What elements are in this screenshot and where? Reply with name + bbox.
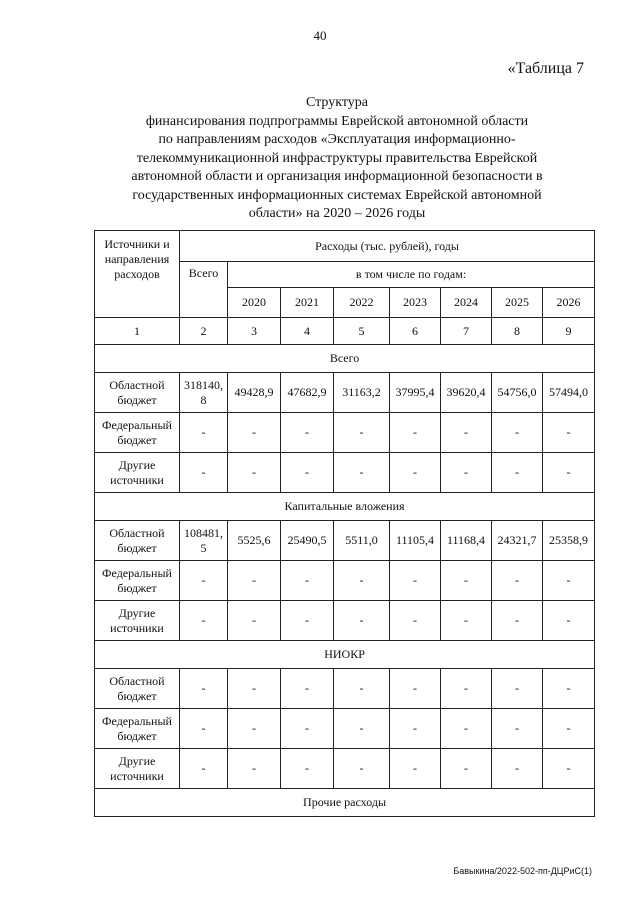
financing-table	[94, 230, 595, 817]
year-header: 2025	[492, 288, 543, 318]
column-number: 2	[180, 318, 228, 345]
title-line: области» на 2020 – 2026 годы	[248, 206, 426, 221]
total-cell: -	[180, 561, 228, 601]
source-cell: Федеральный бюджет	[95, 561, 180, 601]
value-cell: -	[492, 413, 543, 453]
value-cell: -	[543, 413, 595, 453]
value-cell: -	[334, 709, 390, 749]
value-cell: -	[492, 749, 543, 789]
value-cell: 57494,0	[543, 373, 595, 413]
value-cell: -	[334, 561, 390, 601]
table-row	[95, 373, 595, 413]
source-cell: Областной бюджет	[95, 373, 180, 413]
column-number: 4	[281, 318, 334, 345]
value-cell: -	[228, 453, 281, 493]
table-row	[95, 453, 595, 493]
column-number: 6	[390, 318, 441, 345]
section-title: Прочие расходы	[95, 789, 595, 817]
header-by-years: в том числе по годам:	[228, 262, 595, 288]
value-cell: -	[543, 561, 595, 601]
year-header: 2022	[334, 288, 390, 318]
table-row	[95, 709, 595, 749]
year-header: 2024	[441, 288, 492, 318]
total-cell: 108481,5	[180, 521, 228, 561]
value-cell: -	[228, 709, 281, 749]
value-cell: -	[228, 749, 281, 789]
section-row	[95, 789, 595, 817]
value-cell: -	[492, 709, 543, 749]
source-cell: Федеральный бюджет	[95, 709, 180, 749]
value-cell: 39620,4	[441, 373, 492, 413]
section-title: Капитальные вложения	[95, 493, 595, 521]
value-cell: -	[390, 561, 441, 601]
value-cell: -	[390, 669, 441, 709]
total-cell: -	[180, 709, 228, 749]
total-cell: -	[180, 669, 228, 709]
value-cell: -	[228, 601, 281, 641]
value-cell: -	[543, 749, 595, 789]
header-expenses: Расходы (тыс. рублей), годы	[180, 231, 595, 262]
value-cell: -	[492, 561, 543, 601]
value-cell: -	[334, 453, 390, 493]
table-row	[95, 669, 595, 709]
column-number: 7	[441, 318, 492, 345]
value-cell: 11105,4	[390, 521, 441, 561]
value-cell: -	[281, 709, 334, 749]
value-cell: 11168,4	[441, 521, 492, 561]
value-cell: 24321,7	[492, 521, 543, 561]
value-cell: -	[228, 413, 281, 453]
value-cell: -	[441, 669, 492, 709]
total-cell: -	[180, 413, 228, 453]
value-cell: 25358,9	[543, 521, 595, 561]
section-row	[95, 641, 595, 669]
value-cell: -	[441, 749, 492, 789]
source-cell: Другие источники	[95, 601, 180, 641]
table-row	[95, 561, 595, 601]
source-cell: Федеральный бюджет	[95, 413, 180, 453]
value-cell: -	[492, 669, 543, 709]
value-cell: -	[228, 561, 281, 601]
column-number: 8	[492, 318, 543, 345]
column-number: 1	[95, 318, 180, 345]
table-row	[95, 521, 595, 561]
source-cell: Областной бюджет	[95, 521, 180, 561]
title-line: финансирования подпрограммы Еврейской автономной области	[145, 113, 529, 129]
value-cell: -	[390, 709, 441, 749]
title-line: по направлениям расходов «Эксплуатация информационно-	[158, 132, 516, 147]
section-row	[95, 345, 595, 373]
value-cell: 5525,6	[228, 521, 281, 561]
title-line: телекоммуникационной инфраструктуры правительства Еврейской	[136, 150, 538, 166]
source-cell: Другие источники	[95, 749, 180, 789]
value-cell: -	[334, 669, 390, 709]
total-cell: -	[180, 749, 228, 789]
value-cell: -	[281, 413, 334, 453]
value-cell: -	[281, 749, 334, 789]
value-cell: 37995,4	[390, 373, 441, 413]
value-cell: 54756,0	[492, 373, 543, 413]
table-label: «Таблица 7	[507, 60, 584, 77]
value-cell: -	[492, 601, 543, 641]
value-cell: -	[441, 413, 492, 453]
column-number: 3	[228, 318, 281, 345]
value-cell: -	[334, 601, 390, 641]
value-cell: -	[281, 601, 334, 641]
table-row	[95, 413, 595, 453]
title-line: государственных информационных системах Еврейской автономной	[132, 187, 542, 203]
value-cell: -	[390, 749, 441, 789]
value-cell: -	[390, 453, 441, 493]
value-cell: -	[281, 561, 334, 601]
section-title: Всего	[95, 345, 595, 373]
column-number: 9	[543, 318, 595, 345]
source-cell: Другие источники	[95, 453, 180, 493]
header-sources: Источники и направления расходов	[95, 231, 180, 318]
total-cell: -	[180, 453, 228, 493]
value-cell: 5511,0	[334, 521, 390, 561]
table-row	[95, 601, 595, 641]
page-number: 40	[313, 28, 327, 43]
document-title	[92, 94, 582, 224]
value-cell: -	[492, 453, 543, 493]
value-cell: -	[543, 669, 595, 709]
source-cell: Областной бюджет	[95, 669, 180, 709]
value-cell: -	[281, 669, 334, 709]
value-cell: -	[334, 413, 390, 453]
title-line: автономной области и организация информационной безопасности в	[131, 169, 543, 184]
value-cell: 25490,5	[281, 521, 334, 561]
value-cell: 49428,9	[228, 373, 281, 413]
footer-code: Бавыкина/2022-502-пп-ДЦРиС(1)	[453, 866, 592, 876]
value-cell: -	[543, 709, 595, 749]
value-cell: -	[441, 601, 492, 641]
value-cell: -	[390, 413, 441, 453]
section-row	[95, 493, 595, 521]
year-header: 2023	[390, 288, 441, 318]
value-cell: 31163,2	[334, 373, 390, 413]
total-cell: 318140,8	[180, 373, 228, 413]
value-cell: -	[441, 561, 492, 601]
title-line: Структура	[305, 95, 369, 110]
value-cell: -	[543, 453, 595, 493]
value-cell: -	[543, 601, 595, 641]
column-number: 5	[334, 318, 390, 345]
value-cell: -	[281, 453, 334, 493]
value-cell: -	[334, 749, 390, 789]
value-cell: -	[441, 453, 492, 493]
section-title: НИОКР	[95, 641, 595, 669]
value-cell: -	[390, 601, 441, 641]
table-row	[95, 749, 595, 789]
value-cell: -	[441, 709, 492, 749]
value-cell: -	[228, 669, 281, 709]
header-total: Всего	[180, 262, 228, 318]
year-header: 2021	[281, 288, 334, 318]
year-header: 2020	[228, 288, 281, 318]
value-cell: 47682,9	[281, 373, 334, 413]
year-header: 2026	[543, 288, 595, 318]
total-cell: -	[180, 601, 228, 641]
